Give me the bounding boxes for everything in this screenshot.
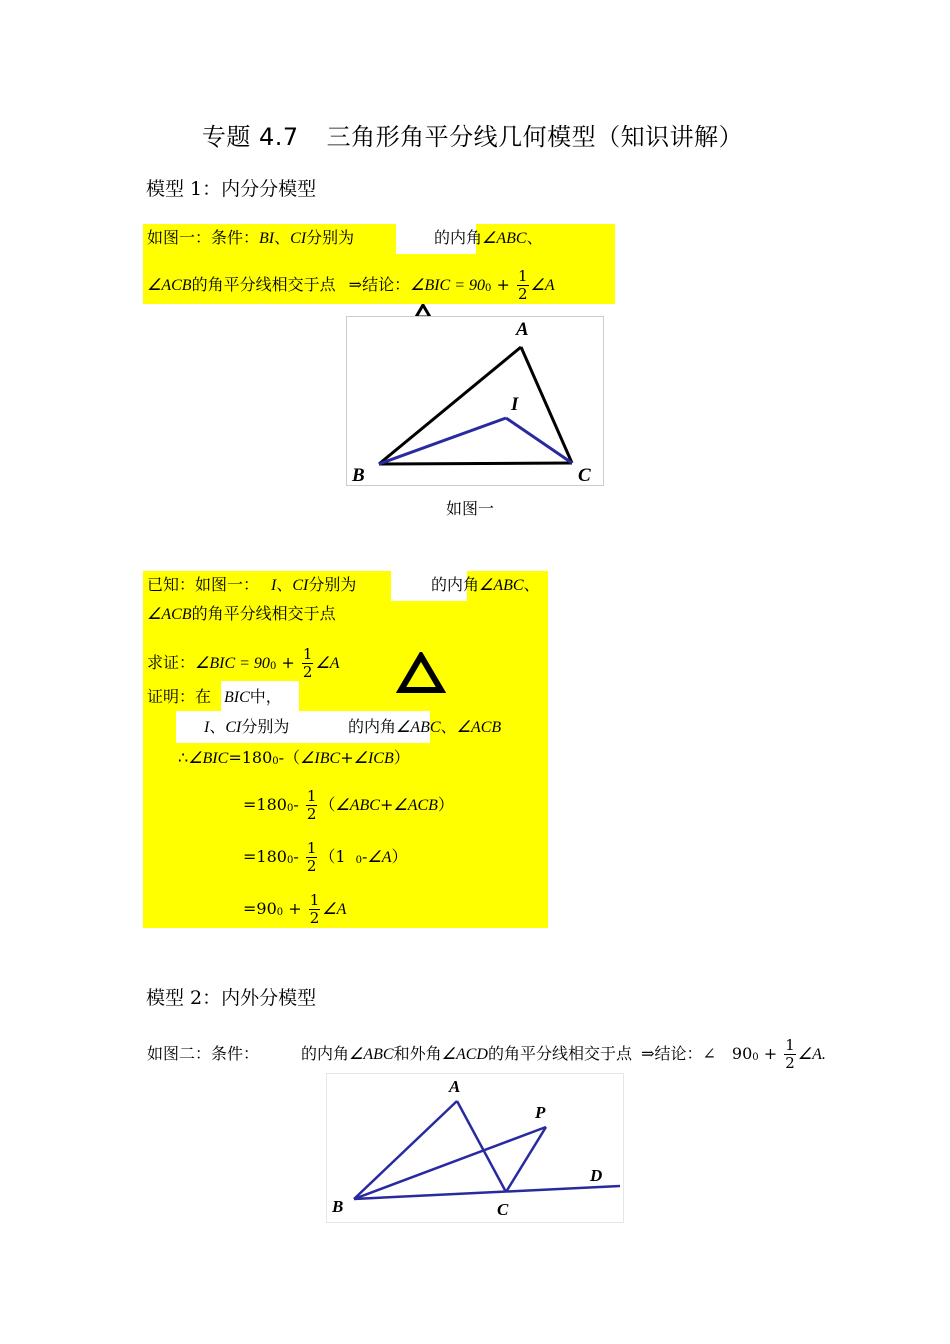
p7-frac-den: 2: [306, 805, 317, 823]
m2-implies: ⇒: [641, 1044, 655, 1063]
p4-proof: 证明：在: [147, 687, 212, 706]
p5-ci: CI: [225, 719, 242, 736]
label-b2: B: [332, 1197, 344, 1216]
p7-frac-num: 1: [306, 787, 317, 805]
p1-i: I: [271, 577, 277, 594]
m1-angle-a: ∠A: [530, 277, 555, 294]
p2-acb: ∠ACB: [147, 606, 192, 623]
p3-frac-den: 2: [302, 663, 313, 681]
m1-abc: ∠ABC: [482, 230, 527, 247]
p8-minus: -: [293, 847, 299, 866]
m2-frac-num: 1: [785, 1036, 795, 1054]
p3-angle-a: ∠A: [315, 655, 340, 672]
label-a: A: [516, 319, 529, 340]
m2-text: 的角平分线相交于点: [487, 1044, 632, 1063]
proof-line1-tail: [431, 575, 540, 596]
p7-half: [306, 788, 318, 823]
p4-bic: BIC: [224, 689, 250, 706]
m1-conclusion-label: 结论：: [362, 275, 411, 294]
m1-angle-word: 角: [466, 228, 483, 247]
model1-line2: [147, 268, 555, 303]
proof-line7: [243, 788, 454, 823]
p7-close: ）: [437, 795, 454, 814]
p9-half: [309, 892, 321, 927]
m2-angle-a: ∠A.: [797, 1046, 826, 1063]
p9-angle-a: ∠A: [322, 901, 347, 918]
label-p: P: [535, 1103, 546, 1122]
label-d: D: [590, 1166, 603, 1185]
model1-heading: 模型 1：内分分模型: [146, 178, 317, 200]
model2-heading: 模型 2：内外分模型: [146, 987, 317, 1009]
m2-abc: ∠ABC: [349, 1046, 394, 1063]
p3-plus: +: [281, 653, 295, 672]
m1-text: 如图一：条件：: [147, 228, 260, 247]
figure1-caption: 如图一: [446, 499, 495, 518]
p6-180: =180: [228, 748, 273, 767]
p5-abc: ∠ABC: [396, 719, 441, 736]
p9-degree: 0: [276, 907, 284, 918]
proof-line9: [243, 892, 346, 927]
p7-minus: -: [293, 795, 299, 814]
p8-180: =180: [243, 847, 287, 866]
p6-plus: +: [340, 748, 354, 767]
p3-frac-num: 1: [302, 645, 313, 663]
p8-open: （1: [319, 847, 346, 866]
p8-minus2: -: [361, 847, 368, 866]
m1-plus: +: [496, 275, 510, 294]
p9-frac-num: 1: [309, 891, 320, 909]
figure2-triangle: [326, 1073, 624, 1223]
p8-degree2: 0: [355, 855, 362, 866]
p9-frac-den: 2: [309, 909, 320, 927]
p1-inner: 的内: [431, 575, 464, 594]
m1-frac-den: 2: [517, 285, 528, 303]
model1-line1-tail: [434, 228, 543, 249]
m1-sep2: 、: [526, 228, 543, 247]
p7-abc: ∠ABC: [335, 797, 380, 814]
p6-close: ）: [393, 748, 410, 767]
p6-degree: 0: [272, 756, 279, 767]
p3-prove: 求证：: [147, 653, 196, 672]
model1-line1: [147, 228, 354, 249]
p8-frac-num: 1: [306, 839, 317, 857]
p1-known: 已知：如图一：: [147, 575, 260, 594]
p6-icb: ∠ICB: [353, 750, 394, 767]
proof-line4: [147, 687, 282, 708]
label-a2: A: [449, 1077, 461, 1096]
m1-frac-num: 1: [517, 267, 528, 285]
label-c: C: [578, 465, 591, 486]
p3-bic: ∠BIC = 90: [195, 655, 270, 672]
p6-therefore: ∴: [178, 748, 189, 767]
proof-line5: [204, 717, 289, 738]
p5-acb: ∠ACB: [456, 719, 502, 736]
m1-implies: ⇒: [348, 275, 363, 294]
p8-angle-a: ∠A: [367, 849, 392, 866]
p3-half: [302, 646, 314, 681]
p8-frac-den: 2: [306, 857, 317, 875]
m2-90: 90: [731, 1044, 753, 1063]
m1-inner: 的内: [434, 228, 467, 247]
p7-open: （: [319, 795, 336, 814]
p7-plus: +: [379, 795, 394, 814]
p5-inner: 的内角: [348, 717, 397, 736]
p1-sep2: 、: [523, 575, 540, 594]
p7-acb: ∠ACB: [393, 797, 438, 814]
label-i: I: [511, 394, 519, 415]
proof-line6: [178, 748, 410, 771]
proof-line5-tail: [348, 717, 501, 738]
p7-degree: 0: [286, 803, 294, 814]
p6-bic: ∠BIC: [188, 750, 229, 767]
label-c2: C: [497, 1200, 509, 1219]
p1-ci: CI: [292, 577, 309, 594]
figure1-triangle: [346, 316, 604, 486]
m2-acd: ∠ACD: [441, 1046, 488, 1063]
m1-degree: 0: [485, 283, 492, 294]
m1-acb: ∠ACB: [147, 277, 192, 294]
proof-line8: [243, 840, 407, 875]
m1-half: [517, 268, 529, 303]
proof-line3: [147, 646, 340, 681]
label-b: B: [352, 465, 365, 486]
m2-label: 如图二：条件：: [147, 1044, 260, 1063]
m1-bic: ∠BIC = 90: [410, 277, 486, 294]
proof-line2: [147, 604, 336, 625]
p9-plus: +: [288, 899, 302, 918]
proof-line1: [147, 575, 356, 596]
p2-text: 的角平分线相交于点: [191, 604, 336, 623]
p9-90: =90: [243, 899, 277, 918]
p1-angle-word: 角: [463, 575, 480, 594]
p7-180: =180: [243, 795, 287, 814]
m2-conclusion: 结论：∠: [654, 1044, 716, 1063]
m1-sep: 、: [274, 228, 291, 247]
p1-sep: 、: [276, 575, 293, 594]
p1-text: 分别为: [308, 575, 357, 594]
title-text: 三角形角平分线几何模型（知识讲解）: [326, 123, 744, 151]
m1-text2: 分别为: [306, 228, 355, 247]
triangle-symbol-icon: [396, 652, 446, 694]
p6-ibc: ∠IBC: [300, 750, 341, 767]
m1-bi: BI: [259, 230, 275, 247]
figure2-frame: [327, 1074, 624, 1223]
p1-abc: ∠ABC: [479, 577, 524, 594]
p6-paren: -（: [278, 748, 301, 767]
model2-condition: [147, 1037, 826, 1072]
p5-i: I: [204, 719, 210, 736]
page-title: [0, 117, 950, 152]
p5-sep2: 、: [440, 717, 457, 736]
m2-plus: +: [763, 1044, 778, 1063]
m2-degree: 0: [752, 1052, 759, 1063]
p5-text: 分别为: [241, 717, 290, 736]
title-number: 专题 4.7: [201, 123, 299, 151]
m2-outer: 和外角: [393, 1044, 442, 1063]
p5-sep: 、: [209, 717, 226, 736]
side-bc: [379, 463, 572, 464]
m1-text3: 的角平分线相交于点: [191, 275, 336, 294]
p3-degree: 0: [269, 661, 277, 672]
m2-frac-den: 2: [785, 1054, 795, 1072]
m2-inner: 的内角: [301, 1044, 350, 1063]
p8-half: [306, 840, 318, 875]
p8-close: ）: [391, 847, 408, 866]
m1-ci: CI: [290, 230, 307, 247]
m2-half: [784, 1037, 796, 1072]
p8-degree: 0: [286, 855, 294, 866]
p4-in: 中，: [249, 687, 282, 706]
